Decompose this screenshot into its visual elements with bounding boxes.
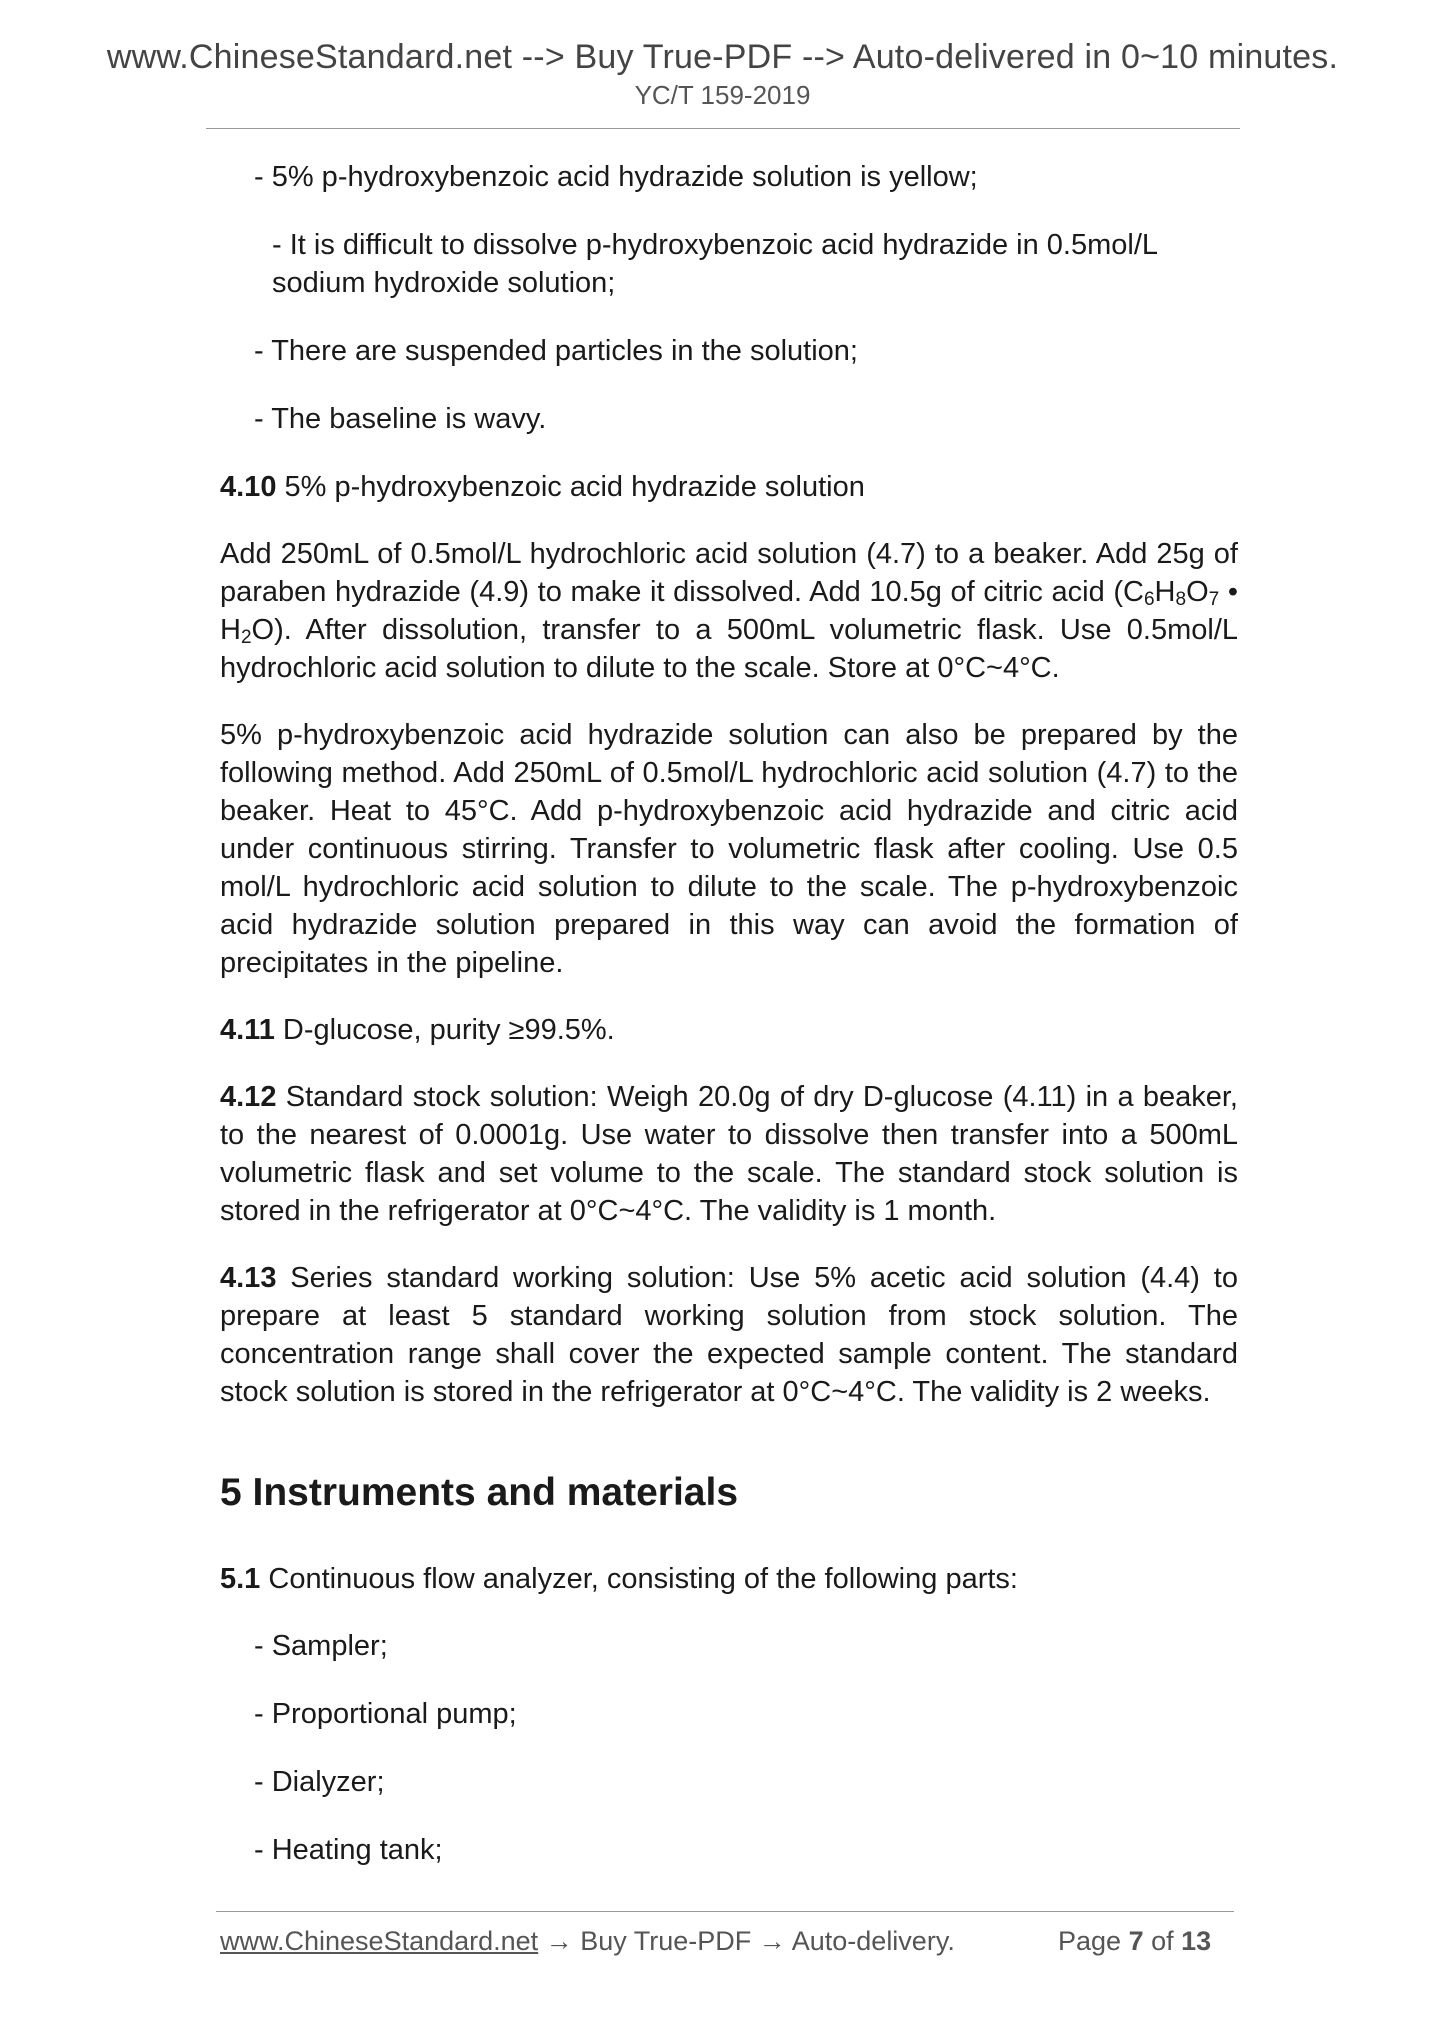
footer-promo bbox=[220, 1926, 955, 1957]
clause-4-11 bbox=[220, 1011, 1238, 1049]
of-label: of bbox=[1143, 1926, 1182, 1956]
clause-text: Series standard working solution: Use 5% acetic acid solution (4.4) to prepare at least 5 standard working solution from stock solution. The concentration range shall cover the expected sample content. The standard stock solution is stored in the refrigerator at 0°C~4°C. The validity is 2 weeks. bbox=[220, 1262, 1238, 1408]
footer-promo-text: → Buy True-PDF → Auto-delivery. bbox=[538, 1926, 955, 1956]
clause-4-13 bbox=[220, 1259, 1238, 1411]
list-item bbox=[220, 226, 1238, 302]
text-run: O). After dissolution, transfer to a 500mL volumetric flask. Use 0.5mol/L hydrochloric acid solution to dilute to the scale. Store at 0°C~4°C. bbox=[220, 614, 1238, 684]
clause-4-10-paragraph-2: 5% p-hydroxybenzoic acid hydrazide solution can also be prepared by the following method. Add 250mL of 0.5mol/L hydrochloric acid solution (4.7) to the beaker. Heat to 45°C. Add p-hydroxybenzoic acid hydrazide and citric acid under continuous stirring. Transfer to volumetric flask after cooling. Use 0.5 mol/L hydrochloric acid solution to dilute to the scale. The p-hydroxybenzoic acid hydrazide solution prepared in this way can avoid the formation of precipitates in the pipeline. bbox=[220, 719, 1238, 979]
clause-number: 4.12 bbox=[220, 1081, 277, 1113]
list-item: - Heating tank; bbox=[254, 1834, 443, 1866]
list-item-text: - It is difficult to dissolve p-hydroxybenzoic acid hydrazide in 0.5mol/L sodium hydroxide solution; bbox=[272, 229, 1157, 299]
standard-code: YC/T 159-2019 bbox=[634, 80, 811, 110]
text-run: Add 250mL of 0.5mol/L hydrochloric acid solution (4.7) to a beaker. Add 25g of paraben hydrazide (4.9) to make it dissolved. Add 10.5g of citric acid (C bbox=[220, 538, 1238, 608]
subscript: 6 bbox=[1143, 589, 1155, 610]
clause-5-1 bbox=[220, 1560, 1238, 1598]
clause-number: 4.11 bbox=[220, 1014, 275, 1046]
list-item: - Proportional pump; bbox=[254, 1698, 517, 1730]
text-run: O bbox=[1186, 576, 1209, 608]
subscript: 2 bbox=[240, 627, 252, 648]
clause-number: 4.10 bbox=[220, 471, 277, 503]
document-body bbox=[220, 158, 1238, 1899]
list-item: - 5% p-hydroxybenzoic acid hydrazide solution is yellow; bbox=[254, 161, 978, 193]
clause-text: Standard stock solution: Weigh 20.0g of dry D-glucose (4.11) in a beaker, to the nearest of 0.0001g. Use water to dissolve then transfer into a 500mL volumetric flask and set volume to the scale. The standard stock solution is stored in the refrigerator at 0°C~4°C. The validity is 1 month. bbox=[220, 1081, 1238, 1227]
page-label: Page bbox=[1058, 1926, 1129, 1956]
clause-number: 4.13 bbox=[220, 1262, 277, 1294]
clause-text: D-glucose, purity ≥99.5%. bbox=[274, 1014, 615, 1046]
page-indicator bbox=[1058, 1926, 1211, 1957]
clause-text: Continuous flow analyzer, consisting of the following parts: bbox=[260, 1563, 1018, 1595]
subscript: 8 bbox=[1175, 589, 1187, 610]
page-number: 7 bbox=[1128, 1926, 1144, 1956]
clause-4-10-heading bbox=[220, 468, 1238, 506]
clause-title: 5% p-hydroxybenzoic acid hydrazide solution bbox=[276, 471, 865, 503]
page-total: 13 bbox=[1181, 1926, 1212, 1956]
list-item: - There are suspended particles in the solution; bbox=[254, 335, 858, 367]
text-run: H bbox=[1154, 576, 1176, 608]
text-run: • H bbox=[220, 576, 1238, 646]
list-item: - Sampler; bbox=[254, 1630, 388, 1662]
section-5-heading: 5 Instruments and materials bbox=[220, 1471, 739, 1514]
header-divider bbox=[206, 128, 1240, 129]
footer-link[interactable]: www.ChineseStandard.net bbox=[220, 1926, 539, 1956]
clause-4-12 bbox=[220, 1078, 1238, 1230]
subscript: 7 bbox=[1208, 589, 1220, 610]
clause-4-10-paragraph-1 bbox=[220, 535, 1238, 687]
list-item: - The baseline is wavy. bbox=[254, 403, 547, 435]
list-item: - Dialyzer; bbox=[254, 1766, 385, 1798]
header-banner: www.ChineseStandard.net --> Buy True-PDF --> Auto-delivered in 0~10 minutes. bbox=[106, 38, 1339, 76]
clause-number: 5.1 bbox=[220, 1563, 261, 1595]
footer-divider bbox=[216, 1911, 1234, 1912]
